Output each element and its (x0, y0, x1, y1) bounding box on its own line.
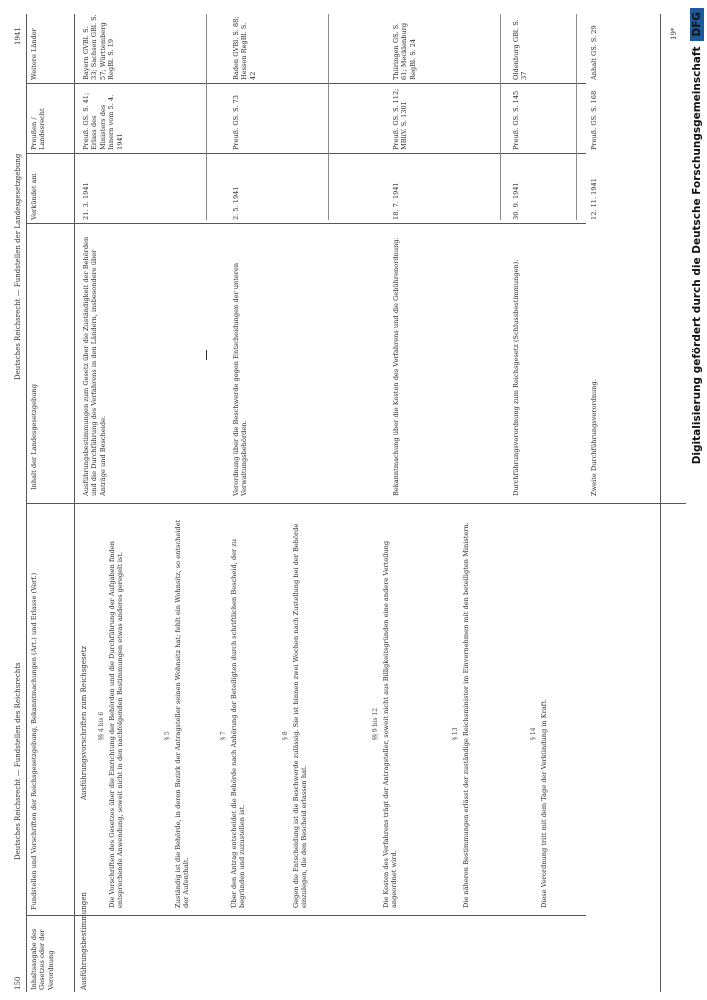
right-row-date: 21. 3. 1941 (82, 182, 90, 220)
paragraph-mark: § 8 (282, 731, 289, 740)
right-row-others: Bayern GVBl. S. 33; Sachsen GBl. S. 57; Württemberg RegBl. S. 19 (82, 14, 116, 80)
right-row-content: Zweite Durchführungsverordnung. (590, 379, 598, 496)
col-header-right-3: Preußen / Landesrecht (30, 108, 47, 150)
right-row-prussia: Preuß. GS. S. 145 (512, 90, 520, 150)
page-number-left: 150 (14, 976, 22, 990)
paragraph-mark: § 13 (452, 727, 459, 740)
right-row-date: 2. 5. 1941 (232, 186, 240, 220)
right-row-prussia: Preuß. GS. S. 73 (232, 95, 240, 150)
paragraph-mark: § 14 (530, 727, 537, 740)
divider-mid (26, 503, 686, 504)
right-row-others: Thüringen GS. S. 61; Mecklenburg RegBl. S. 24 (392, 22, 417, 80)
right-row-date: 18. 7. 1941 (392, 182, 400, 220)
row-rule (206, 14, 207, 220)
left-block: Die Vorschriften des Gesetzes über die Einrichtung der Behörden und die Durchführung der Aufgaben finden entsprechende Anwendung, soweit nicht in den nachfolgenden Bestimmungen etwas anderes geregelt ist. (108, 541, 125, 908)
left-block: Zuständig ist die Behörde, in deren Bezirk der Antragsteller seinen Wohnsitz hat; fehlt ein Wohnsitz, so entscheidet der Aufenthalt. (174, 519, 191, 908)
paragraph-mark: §§ 4 bis 6 (98, 711, 105, 740)
folio: 19* (670, 27, 678, 40)
left-block: Diese Verordnung tritt mit dem Tage der Verkündung in Kraft. (540, 699, 548, 908)
right-row-others: Oldenburg GBl. S. 37 (512, 19, 529, 80)
left-subheading: Ausführungsvorschriften zum Reichsgesetz (80, 645, 88, 800)
paragraph-mark: §§ 9 bis 12 (372, 707, 379, 740)
left-block: Die näheren Bestimmungen erlässt der zuständige Reichsminister im Einvernehmen mit den beteiligten Ministern. (462, 522, 470, 908)
divider-right-b (26, 153, 586, 154)
section-heading: Ausführungsbestimmungen (80, 892, 88, 990)
row-rule (576, 14, 577, 220)
right-row-others: Baden GVBl. S. 88; Hessen RegBl. S. 42 (232, 16, 257, 80)
page-number-right: 1941 (14, 27, 22, 45)
paragraph-mark: § 7 (220, 731, 227, 740)
row-rule (500, 14, 501, 220)
right-row-date: 30. 9. 1941 (512, 182, 520, 220)
right-row-content: Durchführungsverordnung zum Reichsgesetz (Schlussbestimmungen). (512, 259, 520, 496)
right-row-content: Bekanntmachung über die Kosten des Verfahrens und die Gebührenordnung. (392, 237, 400, 496)
right-row-prussia: Preuß. GS. S. 168 (590, 90, 598, 150)
running-title-right: Deutsches Reichsrecht — Fundstellen der Landesgesetzgebung (14, 153, 22, 380)
col-header-left-2: Fundstellen und Vorschriften der Reichsgesetzgebung, Bekanntmachungen (Art.) und Erlasse (Verf.) (30, 572, 38, 910)
banner-text: Digitalisierung gefördert durch die Deutsche Forschungsgemeinschaft (690, 46, 703, 465)
col-header-left-1: Inhaltsangabe des Gesetzes oder der Verordnung (30, 928, 55, 990)
divider-right-c (26, 83, 586, 84)
left-block: Die Kosten des Verfahrens trägt der Antragsteller, soweit nicht aus Billigkeitsgründen eine andere Verteilung angeordnet wird. (382, 540, 399, 908)
right-row-others: Anhalt GS. S. 29 (590, 25, 598, 80)
right-row-prussia: Preuß. GS. S. 41; Erlass des Ministers des Innern vom 5. 4. 1941 (82, 92, 124, 150)
left-block: Gegen die Entscheidung ist die Beschwerde zulässig. Sie ist binnen zwei Wochen nach Zustellung bei der Behörde einzulegen, die den Bescheid erlassen hat. (292, 523, 309, 908)
row-dash (206, 350, 207, 360)
divider-left-a (26, 915, 586, 916)
bottom-rule (660, 14, 661, 992)
col-header-right-1: Inhalt der Landesgesetzgebung (30, 384, 38, 490)
row-rule (328, 14, 329, 220)
dfg-logo: DFG (690, 8, 704, 41)
right-row-date: 12. 11. 1941 (590, 178, 598, 220)
col-header-right-2: Verkündet am (30, 173, 38, 220)
paragraph-mark: § 5 (164, 731, 171, 740)
divider-right-a (26, 223, 586, 224)
left-block: Über den Antrag entscheidet die Behörde nach Anhörung der Beteiligten durch schriftlichen Bescheid, der zu begründen und zuzustellen ist. (230, 539, 247, 908)
col-header-right-4: Weitere Länder (30, 28, 38, 80)
right-row-content: Verordnung über die Beschwerde gegen Entscheidungen der unteren Verwaltungsbehörden. (232, 262, 249, 496)
right-row-prussia: Preuß. GS. S. 112; MBliV. S. 1301 (392, 88, 409, 150)
dfg-banner (686, 0, 707, 1000)
right-row-content: Ausführungsbestimmungen zum Gesetz über die Zuständigkeit der Behörden und die Durchführung des Verfahrens in den Ländern, insbesondere über Anträge und Bescheide. (82, 236, 107, 496)
running-title-left: Deutsches Reichsrecht — Fundstellen des Reichsrechts (14, 662, 22, 860)
